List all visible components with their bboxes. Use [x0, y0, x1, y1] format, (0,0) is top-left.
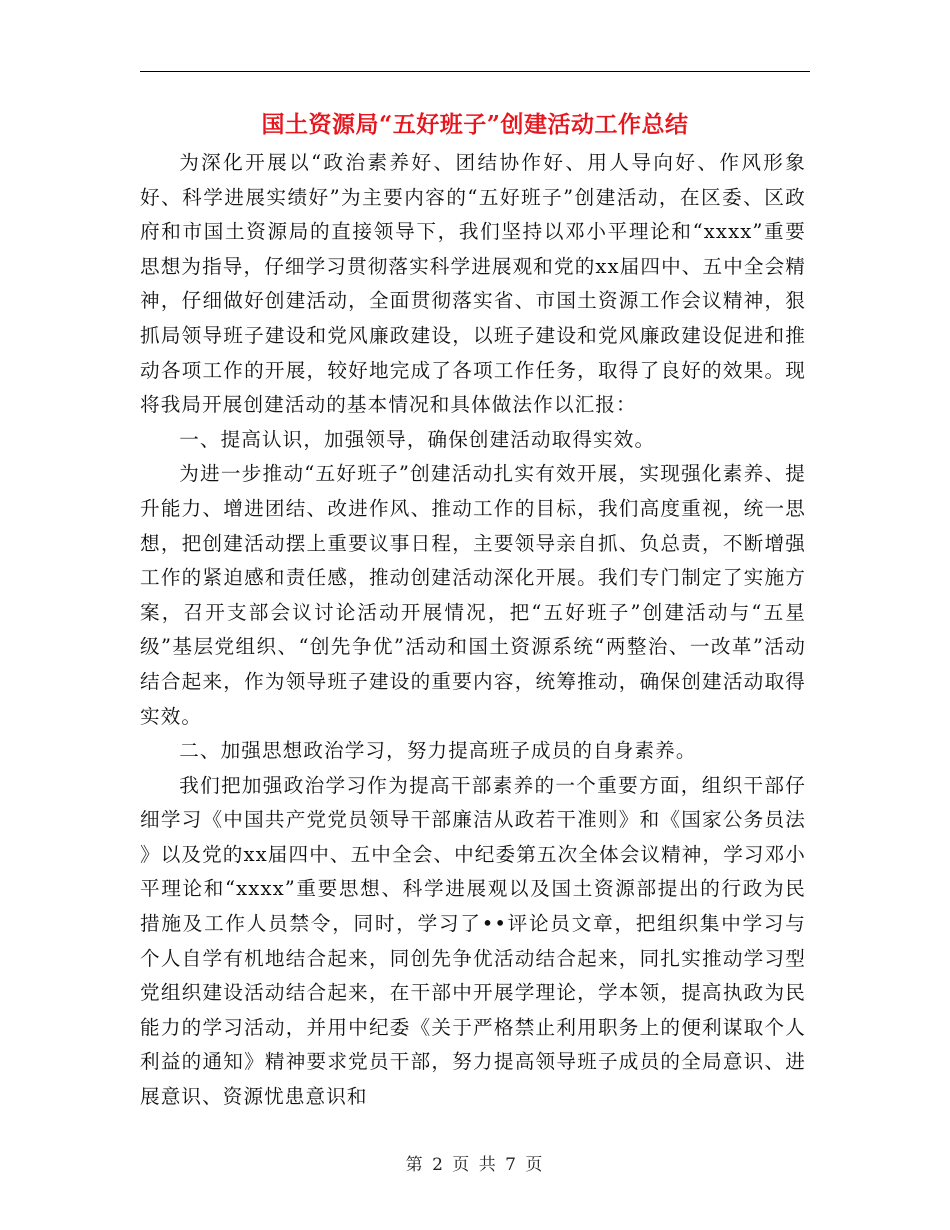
header-rule [140, 71, 810, 72]
section-heading-1: 一、提高认识，加强领导，确保创建活动取得实效。 [179, 427, 656, 451]
document-body [140, 146, 806, 1115]
page-number-footer: 第 2 页 共 7 页 [405, 1155, 545, 1175]
paragraph-intro: 为深化开展以“政治素养好、团结协作好、用人导向好、作风形象好、科学进展实绩好”为主要内容的“五好班子”创建活动，在区委、区政府和市国土资源局的直接领导下，我们坚持以邓小平理论和“xxxx”重要思想为指导，仔细学习贯彻落实科学进展观和党的xx届四中、五中全会精神，仔细做好创建活动，全面贯彻落实省、市国土资源工作会议精神，狠抓局领导班子建设和党风廉政建设，以班子建设和党风廉政建设促进和推动各项工作的开展，较好地完成了各项工作任务，取得了良好的效果。现将我局开展创建活动的基本情况和具体做法作以汇报： [140, 151, 806, 417]
paragraph-section-2: 我们把加强政治学习作为提高干部素养的一个重要方面，组织干部仔细学习《中国共产党党员领导干部廉洁从政若干准则》和《国家公务员法 》以及党的xx届四中、五中全会、中纪委第五次全体会议精神，学习邓小平理论和“xxxx”重要思想、科学进展观以及国土资源部提出的行政为民措施及工作人员禁令，同时，学习了••评论员文章，把组织集中学习与个人自学有机地结合起来，同创先争优活动结合起来，同扎实推动学习型党组织建设活动结合起来，在干部中开展学理论，学本领，提高执政为民能力的学习活动，并用中纪委《关于严格禁止利用职务上的便利谋取个人利益的通知》精神要求党员干部，努力提高领导班子成员的全局意识、进展意识、资源忧患意识和 [140, 773, 806, 1109]
paragraph-section-1: 为进一步推动“五好班子”创建活动扎实有效开展，实现强化素养、提升能力、增进团结、改进作风、推动工作的目标，我们高度重视，统一思想，把创建活动摆上重要议事日程，主要领导亲自抓、负总责，不断增强工作的紧迫感和责任感，推动创建活动深化开展。我们专门制定了实施方案，召开支部会议讨论活动开展情况，把“五好班子”创建活动与“五星级”基层党组织、“创先争优”活动和国土资源系统“两整治、一改革”活动结合起来，作为领导班子建设的重要内容，统筹推动，确保创建活动取得实效。 [140, 462, 806, 728]
document-title: 国土资源局“五好班子”创建活动工作总结 [261, 111, 689, 138]
section-heading-2: 二、加强思想政治学习，努力提高班子成员的自身素养。 [179, 739, 697, 763]
